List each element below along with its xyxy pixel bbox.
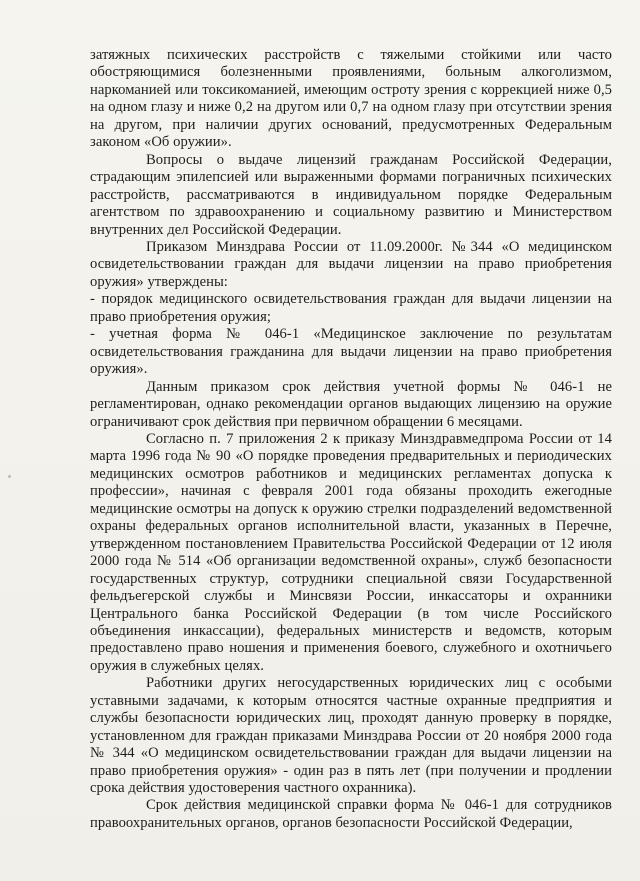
paragraph-order-344: Приказом Минздрава России от 11.09.2000г. №344 «О медицинском освидетельствовании граждан для выдачи лицензии на право приобретения оружия» утверждены: [90, 238, 612, 290]
paragraph-certificate-validity: Срок действия медицинской справки форма № 046-1 для сотрудников правоохранительных органов, органов безопасности Российской Федерации, [90, 797, 612, 831]
paragraph-private-security: Работники других негосударственных юридических лиц с особыми уставными задачами, к которым относятся частные охранные предприятия и службы безопасности юридических лиц, проходят данную проверку в порядке, установленном для граждан приказами Минздрава России от 20 ноября 2000 года № 344 «О медицинском освидетельствовании граждан для выдачи лицензии на право приобретения оружия» - один раз в пять лет (при получении и продлении срока действия удостоверения частного охранника). [90, 675, 612, 797]
document-body [90, 47, 612, 832]
paragraph-form-validity: Данным приказом срок действия учетной формы № 046-1 не регламентирован, однако рекомендации органов выдающих лицензию на оружие ограничивают срок действия при первичном обращении 6 месяцами. [90, 378, 612, 430]
paragraph-psych-disorders: затяжных психических расстройств с тяжелыми стойкими или часто обостряющимися болезненными проявлениями, больным алкоголизмом, наркоманией или токсикоманией, имеющим остроту зрения с коррекцией ниже 0,5 на одном глазу и ниже 0,2 на другом или 0,7 на одном глазу при отсутствии зрения на другом, при наличии других оснований, предусмотренных Федеральным законом «Об оружии». [90, 47, 612, 151]
list-item-exam-procedure: - порядок медицинского освидетельствования граждан для выдачи лицензии на право приобретения оружия; [90, 291, 612, 325]
list-item-form-046-1: - учетная форма № 046-1 «Медицинское заключение по результатам освидетельствования гражданина для выдачи лицензии на право приобретения оружия». [90, 326, 612, 378]
paragraph-epilepsy-licenses: Вопросы о выдаче лицензий гражданам Российской Федерации, страдающим эпилепсией или выраженными формами пограничных психических расстройств, рассматриваются в индивидуальном порядке Федеральным агентством по здравоохранению и социальному развитию и Министерством внутренних дел Российской Федерации. [90, 151, 612, 238]
paragraph-order-90: Согласно п. 7 приложения 2 к приказу Минздравмедпрома России от 14 марта 1996 года № 90 «О порядке проведения предварительных и периодических медицинских осмотров работников и медицинских регламентах допуска к профессии», начиная с февраля 2001 года обязаны проходить ежегодные медицинские осмотры на допуск к оружию стрелки подразделений ведомственной охраны федеральных органов исполнительной власти, указанных в Перечне, утвержденном постановлением Правительства Российской Федерации от 12 июля 2000 года № 514 «Об организации ведомственной охраны», служб безопасности государственных структур, сотрудники специальной связи Государственной фельдъегерской службы и Минсвязи России, инкассаторы и охранники Центрального банка Российской Федерации (в том числе Российского объединения инкассации), федеральных министерств и ведомств, которым предоставлено право ношения и применения боевого, служебного и охотничьего оружия в служебных целях. [90, 430, 612, 674]
scan-speck [8, 475, 11, 478]
